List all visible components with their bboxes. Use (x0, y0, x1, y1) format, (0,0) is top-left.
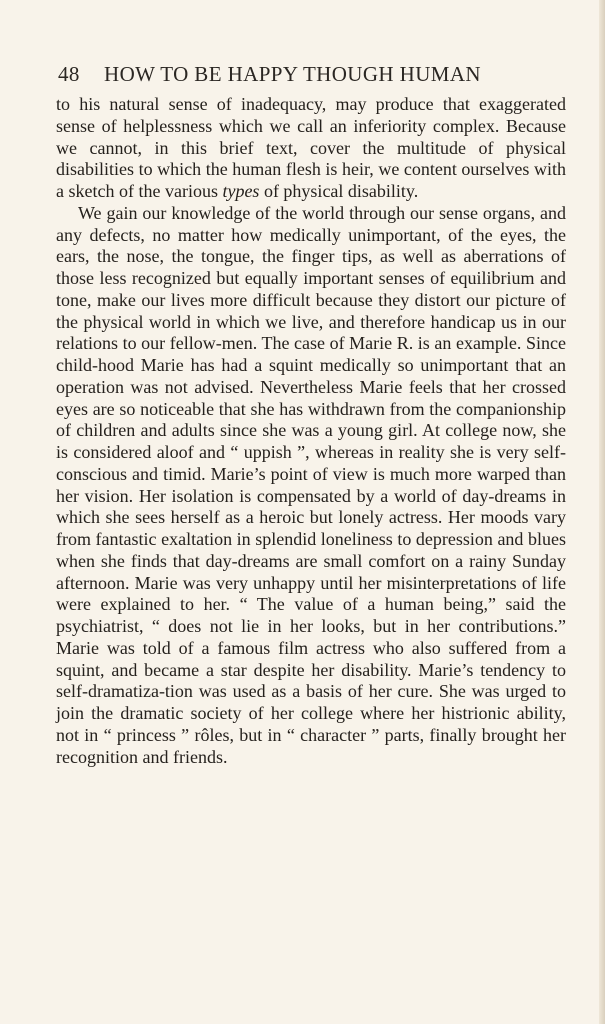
page-edge-shadow (599, 0, 605, 1024)
paragraph-2: We gain our knowledge of the world through our sense organs, and any defects, no matter how medically unimportant, of the eyes, the ears, the nose, the tongue, the finger tips, as well as aberrations of those less recognized but equally important senses of equilibrium and tone, make our lives more difficult because they distort our picture of the physical world in which we live, and therefore handicap us in our relations to our fellow-men. The case of Marie R. is an example. Since child-hood Marie has had a squint medically so unimportant that an operation was not advised. Nevertheless Marie feels that her crossed eyes are so noticeable that she has withdrawn from the companionship of children and adults since she was a young girl. At college now, she is considered aloof and “ uppish ”, whereas in reality she is very self-conscious and timid. Marie’s point of view is much more warped than her vision. Her isolation is compensated by a world of day-dreams in which she sees herself as a heroic but lonely actress. Her moods vary from fantastic exaltation in splendid loneliness to depression and blues when she finds that day-dreams are small comfort on a rainy Sunday afternoon. Marie was very unhappy until her misinterpretations of life were explained to her. “ The value of a human being,” said the psychiatrist, “ does not lie in her looks, but in her contributions.” Marie was told of a famous film actress who also suffered from a squint, and became a star despite her disability. Marie’s tendency to self-dramatiza-tion was used as a basis of her cure. She was urged to join the dramatic society of her college where her histrionic ability, not in “ princess ” rôles, but in “ character ” parts, finally brought her recognition and friends. (56, 202, 566, 767)
paragraph-1-text-after-italic: of physical disability. (259, 181, 419, 201)
paragraph-1-text-before-italic: to his natural sense of inadequacy, may produce that exaggerated sense of helplessness which we call an inferiority complex. Because we cannot, in this brief text, cover the multitude of physical disabilities to which the human flesh is heir, we content ourselves with a sketch of the various (56, 94, 566, 201)
running-title: HOW TO BE HAPPY THOUGH HUMAN (104, 62, 481, 86)
italic-types-word: types (222, 181, 260, 201)
page-number: 48 (58, 62, 80, 86)
paragraph-1 (56, 94, 566, 203)
body-text (56, 94, 566, 768)
page-header (58, 62, 558, 87)
